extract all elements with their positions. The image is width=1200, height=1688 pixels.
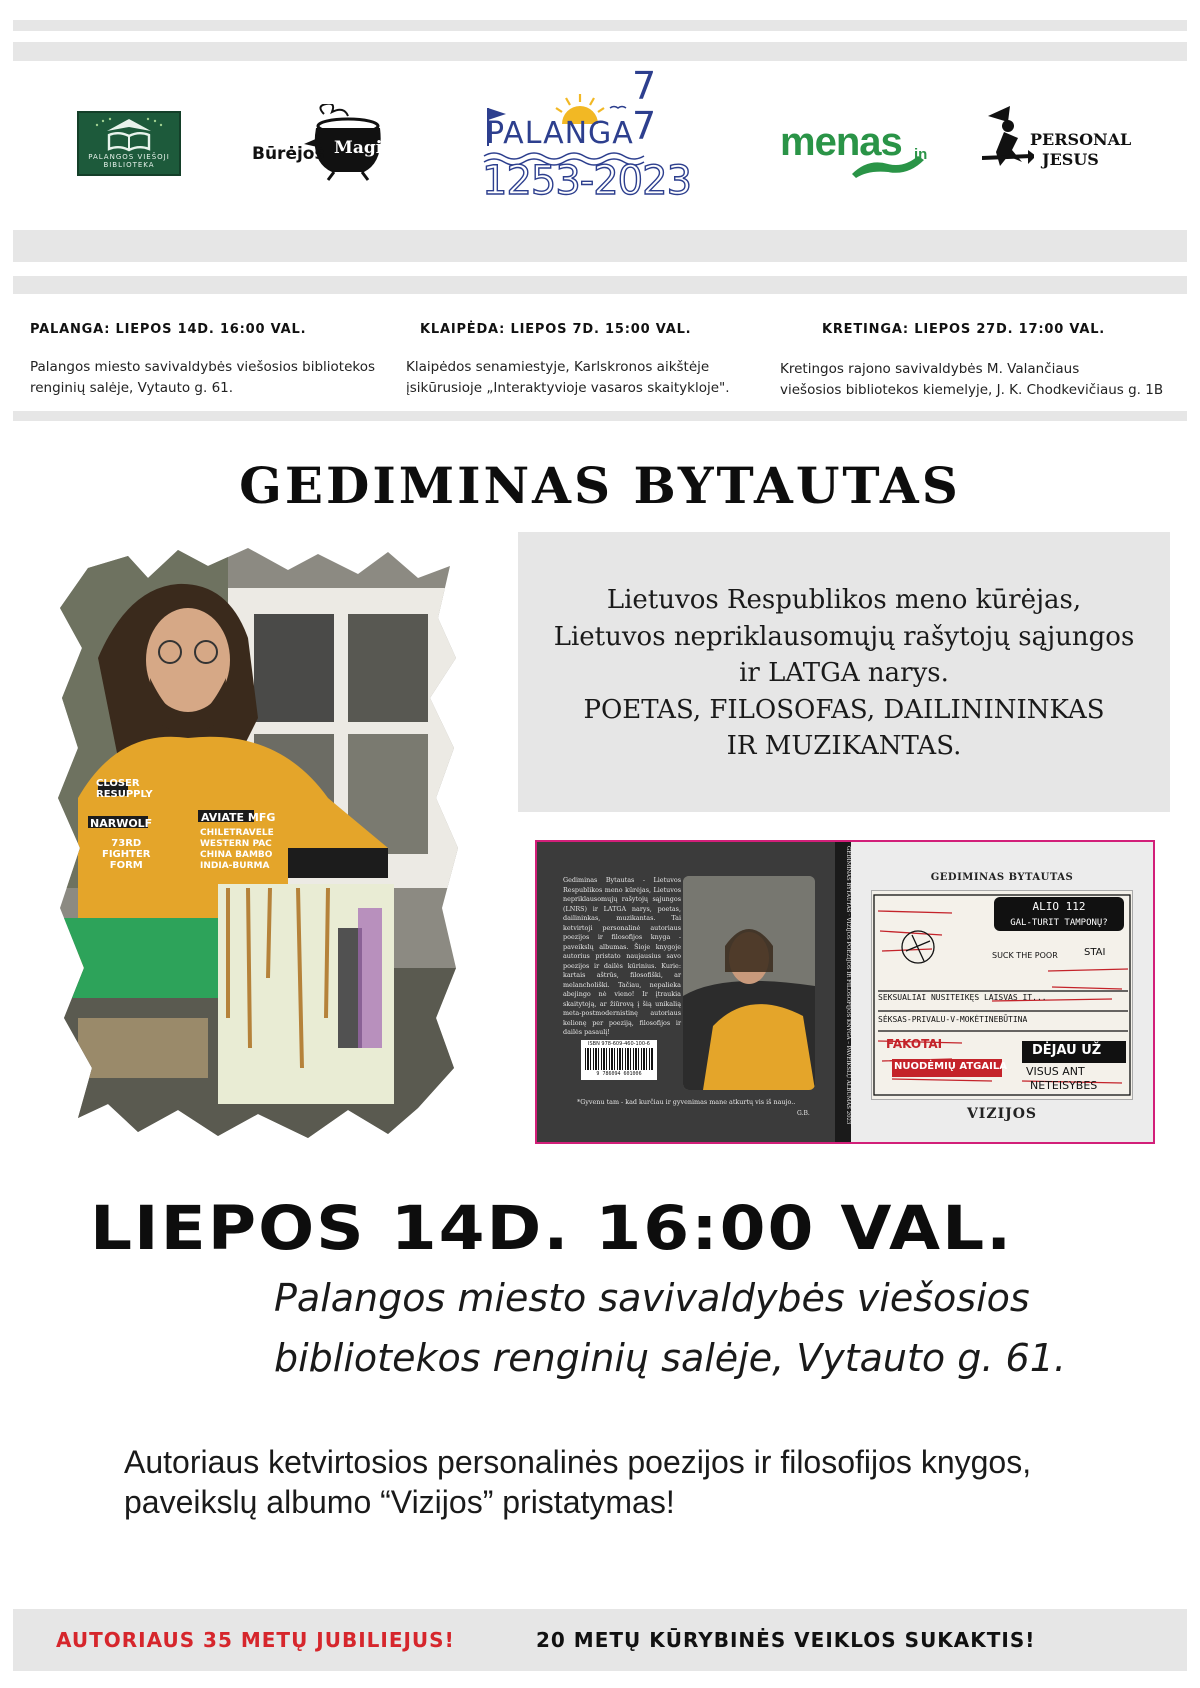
event-place-line-2: bibliotekos renginių salėje, Vytauto g. 61.	[274, 1336, 1066, 1380]
jacket-text-6: WESTERN PAC	[200, 839, 272, 849]
cover-art-text-2: GAL-TURIT TAMPONŲ?	[1010, 918, 1108, 928]
book-front-author: GEDIMINAS BYTAUTAS	[930, 872, 1074, 883]
author-bio	[518, 582, 1170, 765]
book-isbn: ISBN 978-609-460-100-6	[588, 1041, 650, 1047]
venue-top-stripe	[13, 276, 1187, 294]
venue-kretinga-line-1: Kretingos rajono savivaldybės M. Valančiaus	[780, 361, 1080, 377]
book-barcode-number: 9 786094 601006	[596, 1071, 642, 1077]
bio-line-5: IR MUZIKANTAS.	[726, 731, 962, 761]
venue-palanga-address	[30, 357, 390, 399]
venue-palanga-line-1: Palangos miesto savivaldybės viešosios bibliotekos	[30, 359, 376, 375]
jacket-patch-right	[200, 828, 274, 872]
barcode-bars	[585, 1048, 653, 1070]
venue-bottom-stripe	[13, 411, 1187, 421]
book-spine-text: GEDIMINAS BYTAUTAS · VIZIJOS POEZIJOS IR FILOSOFIJOS KNYGA – PAVEIKSLŲ ALBUMAS 2023	[845, 846, 851, 1125]
cover-art-text-3: SEKSUALIAI NUSITEIKĘS LAISVAS IT...	[878, 993, 1047, 1002]
cover-art-text-5: FAKOTAI	[886, 1037, 943, 1051]
library-logo	[77, 111, 181, 176]
book-cover	[535, 840, 1155, 1144]
book-back-signature: G.B.	[797, 1110, 810, 1117]
footer-jubilee: AUTORIAUS 35 METŲ JUBILIEJUS!	[56, 1628, 455, 1652]
book-front-cover	[851, 842, 1153, 1142]
bio-line-1: Lietuvos Respublikos meno kūrėjas,	[606, 585, 1082, 615]
menas-text: menas	[780, 120, 902, 164]
personal-text: PERSONAL	[1030, 130, 1132, 149]
cover-art-text-6: DĖJAU UŽ	[1032, 1043, 1102, 1058]
venue-klaipeda-address	[406, 357, 766, 399]
jacket-text-7: CHINA BAMBO	[200, 850, 273, 860]
jacket-patch-left	[96, 778, 153, 800]
cover-art-text-7: VISUS ANT	[1026, 1065, 1085, 1078]
logo-bottom-stripe	[13, 230, 1187, 262]
author-name: GEDIMINAS BYTAUTAS	[239, 456, 961, 515]
event-description-line-2: paveikslų albumo “Vizijos” pristatymas!	[124, 1484, 675, 1520]
jacket-text-5: CHILETRAVELE	[200, 828, 274, 838]
venue-klaipeda-line-1: Klaipėdos senamiestyje, Karlskronos aikštėje	[406, 359, 710, 375]
bio-line-3: ir LATGA narys.	[739, 658, 949, 688]
personal-jesus-logo	[978, 104, 1138, 184]
venue-palanga	[30, 322, 390, 399]
jacket-patch-lower	[102, 838, 150, 871]
author-car-photo	[683, 876, 815, 1090]
venue-palanga-date: LIEPOS 14D. 16:00 VAL.	[115, 322, 307, 337]
venue-palanga-city: PALANGA:	[30, 322, 111, 337]
venue-palanga-line-2: renginių salėje, Vytauto g. 61.	[30, 380, 234, 396]
venue-palanga-heading	[30, 322, 390, 337]
event-description	[124, 1442, 1031, 1522]
venue-kretinga-address	[780, 359, 1184, 401]
top-stripe-2	[13, 42, 1187, 61]
event-place	[274, 1276, 1066, 1380]
venue-kretinga-heading	[780, 322, 1184, 337]
library-logo-text: PALANGOS VIEŠOJI BIBLIOTEKA	[88, 153, 170, 169]
palanga-years: 1253-2023	[482, 158, 692, 204]
book-back-quote: *Gyvenu tam - kad kurčiau ir gyvenimas mane atkurtų vis iš naujo..	[577, 1098, 796, 1106]
event-description-line-1: Autoriaus ketvirtosios personalinės poezijos ir filosofijos knygos,	[124, 1444, 1032, 1480]
cover-art-alio-box	[994, 897, 1124, 931]
venue-kretinga-city: KRETINGA:	[822, 322, 909, 337]
cover-art-text-1: ALIO 112	[1032, 900, 1086, 913]
jacket-text-3: NARWOLF	[90, 817, 153, 830]
cover-art-text-8: NETEISYBES	[1030, 1079, 1098, 1092]
venue-kretinga-date: LIEPOS 27D. 17:00 VAL.	[914, 322, 1106, 337]
jacket-text-10: FIGHTER	[102, 849, 151, 860]
book-back-photo	[683, 876, 815, 1090]
cover-art-text-10: SUCK THE POOR	[992, 951, 1058, 960]
venue-klaipeda-heading	[406, 322, 766, 337]
book-back-text: Gediminas Bytautas - Lietuvos Respublikos meno kūrėjas, Lietuvos nepriklausomųjų rašytojų sąjungos (LNRS) ir LATGA narys, poetas, dailininkas, muzikantas. Tai ketvirtoji personalinė autoriaus poezijos ir filosofijos knyga - paveikslų albumas. Šioje knygoje autorius pristato naujausius savo poezijos ir dailės kūrinius. Kurie: kartais aštrūs, filosofiški, ar melancholiški. Tačiau, nepalieka abejingo nė vieno! Ir įtraukia skaitytoją, ar žiūrovą į šią unikalią meta-postmodernistinę autoriaus kelionę per poeziją, filosofijos ir dailės pasaulį!	[563, 876, 681, 1036]
burejos-magija-logo	[252, 104, 400, 182]
menas-in-text: in	[914, 146, 928, 163]
palanga-text: PALANGA	[486, 116, 634, 151]
menas-in-logo	[780, 120, 930, 182]
venue-klaipeda-date: LIEPOS 7D. 15:00 VAL.	[510, 322, 692, 337]
jacket-text-8: INDIA-BURMA	[200, 861, 270, 871]
author-bio-box	[518, 532, 1170, 812]
palanga-digit-1: 7	[632, 64, 657, 108]
event-date: LIEPOS 14D. 16:00 VAL.	[90, 1193, 1014, 1264]
burejos-text: Būrėjos	[252, 144, 325, 164]
palanga-777-logo	[482, 64, 720, 204]
book-front-title: VIZIJOS	[966, 1106, 1038, 1122]
magija-text: Magija	[334, 138, 400, 158]
venue-klaipeda-city: KLAIPĖDA:	[420, 322, 506, 337]
jesus-text: JESUS	[1042, 150, 1099, 169]
book-cover-artwork	[871, 890, 1133, 1100]
author-photo	[58, 548, 458, 1138]
book-back-cover	[537, 842, 835, 1142]
venue-kretinga	[780, 322, 1184, 401]
cover-art-text-11: STAI	[1084, 947, 1106, 958]
venue-klaipeda-line-2: įsikūrusioje „Interaktyvioje vasaros skaitykloje".	[406, 380, 730, 396]
event-place-line-1: Palangos miesto savivaldybės viešosios	[274, 1276, 1030, 1320]
footer-anniversary: 20 METŲ KŪRYBINĖS VEIKLOS SUKAKTIS!	[536, 1628, 1036, 1652]
cover-art-text-4: SĖKSAS-PRIVALU-V-MOKĖTINEBŪTINA	[878, 1015, 1028, 1024]
jacket-text-9: 73RD	[111, 838, 142, 849]
cover-art-text-9: NUODĖMIŲ ATGAILA	[894, 1061, 1007, 1072]
jacket-text-2: RESUPPLY	[96, 789, 153, 800]
venue-kretinga-line-2: viešosios bibliotekos kiemelyje, J. K. Chodkevičiaus g. 1B	[780, 382, 1164, 398]
bio-line-2: Lietuvos nepriklausomųjų rašytojų sąjungos	[553, 621, 1135, 652]
palanga-digit-2: 7	[632, 104, 657, 148]
top-stripe-1	[13, 20, 1187, 31]
jacket-text-4: AVIATE MFG	[201, 811, 276, 824]
jacket-text-11: FORM	[109, 860, 143, 871]
witch-icon	[978, 104, 1034, 184]
venue-klaipeda	[406, 322, 766, 399]
book-spine	[835, 842, 851, 1142]
jacket-text-1: CLOSER	[96, 778, 140, 789]
book-barcode	[581, 1040, 657, 1080]
bio-line-4: POETAS, FILOSOFAS, DAILINININKAS	[583, 694, 1105, 725]
